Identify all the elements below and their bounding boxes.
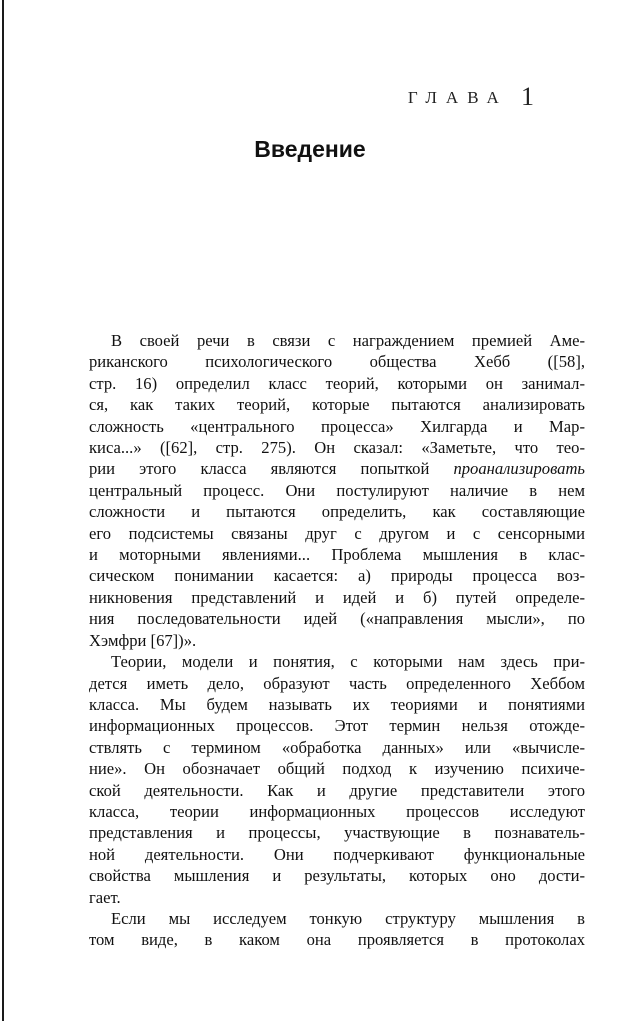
- text-line: свойства мышления и результаты, которых оно дости-: [89, 866, 585, 886]
- text-line: ние». Он обозначает общий подход к изучению психиче-: [89, 759, 585, 779]
- text-line: ся, как таких теорий, которые пытаются анализировать: [89, 395, 585, 415]
- text-line: сложность «центрального процесса» Хилгарда и Мар-: [89, 416, 585, 436]
- text-line: ния последовательности идей («направления мысли», по: [89, 609, 585, 629]
- chapter-heading: [408, 80, 534, 110]
- body-text: [89, 330, 585, 951]
- chapter-number: 1: [521, 82, 534, 111]
- text-line: его подсистемы связаны друг с другом и с сенсорными: [89, 523, 585, 543]
- text-line: Теории, модели и понятия, с которыми нам здесь при-: [111, 652, 585, 672]
- chapter-label: ГЛАВА: [407, 88, 508, 107]
- text-line: центральный процесс. Они постулируют наличие в нем: [89, 480, 585, 500]
- text-line: стр. 16) определил класс теорий, которыми он занимал-: [89, 373, 585, 393]
- text-line: ской деятельности. Как и другие представители этого: [89, 780, 585, 800]
- text-line: сическом понимании касается: а) природы процесса воз-: [89, 566, 585, 586]
- text-line: никновения представлений и идей и б) путей определе-: [89, 587, 585, 607]
- text-line: информационных процессов. Этот термин нельзя отожде-: [89, 716, 585, 736]
- text-line: дется иметь дело, образуют часть определенного Хеббом: [89, 673, 585, 693]
- text-line: том виде, в каком она проявляется в протоколах: [89, 930, 585, 950]
- text-line: В своей речи в связи с награждением премией Аме-: [111, 331, 585, 350]
- text-line: и моторными явлениями... Проблема мышления в клас-: [89, 545, 585, 565]
- text-line: риканского психологического общества Хебб ([58],: [89, 352, 585, 372]
- text-line: киса...» ([62], стр. 275). Он сказал: «Заметьте, что тео-: [89, 438, 585, 458]
- text-line: Если мы исследуем тонкую структуру мышления в: [111, 908, 585, 928]
- text-line: класса. Мы будем называть их теориями и понятиями: [89, 694, 585, 714]
- text-line: рии этого класса являются попыткой проанализировать: [89, 459, 585, 479]
- text-line: представления и процессы, участвующие в познаватель-: [89, 823, 585, 843]
- text-line: гает.: [89, 887, 121, 907]
- text-line: Хэмфри [67])».: [89, 630, 197, 650]
- page-title: Введение: [254, 136, 366, 162]
- text-line: ствлять с термином «обработка данных» или «вычисле-: [89, 737, 585, 757]
- text-line: сложности и пытаются определить, как составляющие: [89, 502, 585, 522]
- text-line: класса, теории информационных процессов исследуют: [89, 801, 585, 821]
- text-line: ной деятельности. Они подчеркивают функциональные: [89, 844, 585, 864]
